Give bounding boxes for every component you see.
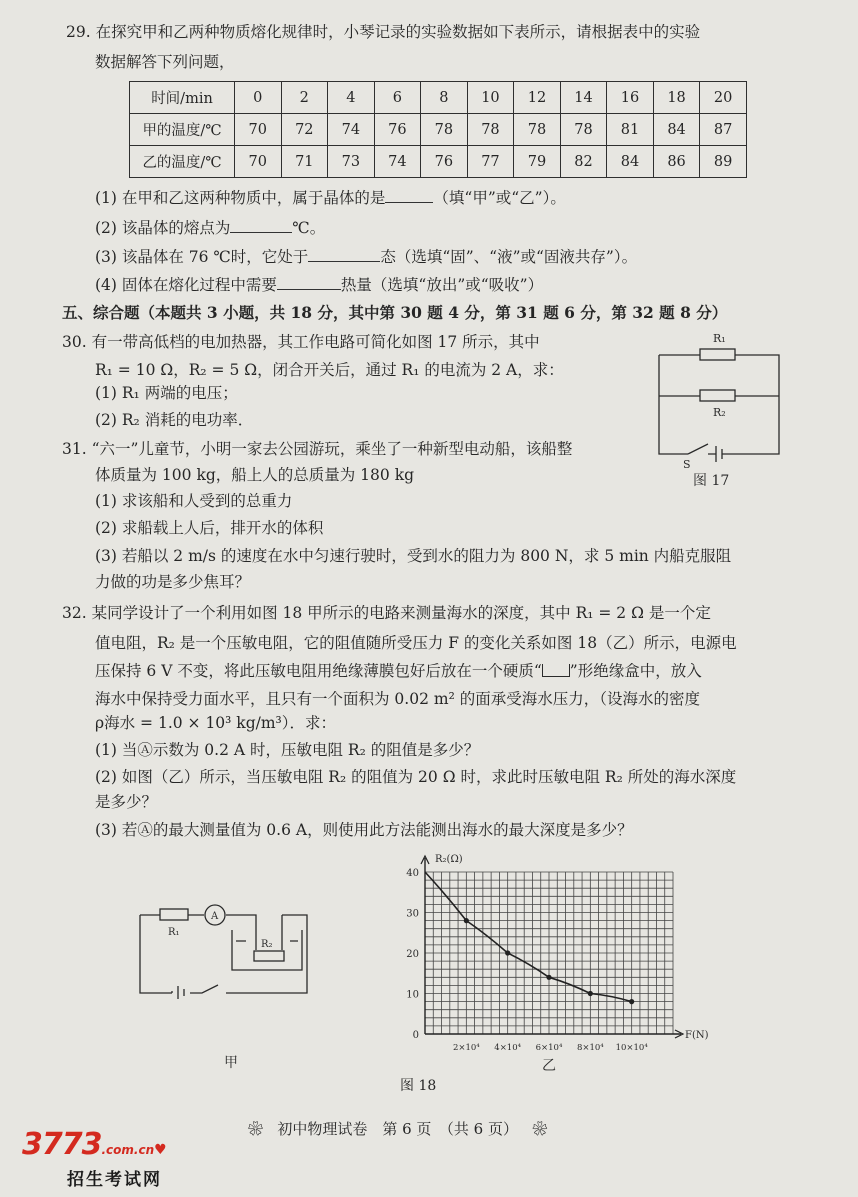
q32-sub3: (3) 若Ⓐ的最大测量值为 0.6 A，则使用此方法能测出海水的最大深度是多少？ [95,821,633,839]
q32-line5: ρ海水 = 1.0 × 10³ kg/m³）．求： [95,714,337,732]
logo-number: 3773 [22,1127,102,1162]
q29-sub4-hint: 热量（选填“放出”或“吸收”） [340,276,544,294]
table-header-cell: 10 [467,82,514,114]
y-tick-label: 40 [406,868,419,879]
q32-line3-rest: ”形绝缘盒中，放入 [569,662,702,680]
table-header-cell: 20 [700,82,747,114]
table-header-cell: 2 [281,82,328,114]
y-tick-label: 10 [406,989,419,1001]
x-tick-label: 2×10⁴ [452,1043,480,1053]
q29-sub2-text: (2) 该晶体的熔点为 [95,219,231,237]
table-cell: 77 [467,146,514,178]
y-tick-label: 0 [412,1030,419,1041]
site-logo [22,1127,167,1162]
fig18a-caption: 甲 [224,1055,238,1071]
table-header-cell: 14 [560,82,607,114]
q32-sub2a: (2) 如图（乙）所示，当压敏电阻 R₂ 的阻值为 20 Ω 时，求此时压敏电阻 R₂ 所处的海水深度 [95,768,737,786]
section-heading: 五、综合题（本题共 3 小题，共 18 分，其中第 30 题 4 分，第 31 题 6 分，第 32 题 8 分） [62,303,728,322]
q31-sub3b: 力做的功是多少焦耳？ [95,573,251,591]
q32-line2: 值电阻，R₂ 是一个压敏电阻，它的阻值随所受压力 F 的变化关系如图 18（乙）所示，电源电 [95,634,737,652]
q31-sub3a: (3) 若船以 2 m/s 的速度在水中匀速行驶时，受到水的阻力为 800 N，求 5 min 内船克服阻 [95,547,732,565]
q31-line2: 体质量为 100 kg，船上人的总质量为 180 kg [95,466,415,484]
x-tick-label: 10×10⁴ [615,1043,648,1053]
q32-sub2b: 是多少？ [95,793,158,811]
table-cell: 甲的温度/℃ [130,114,235,146]
data-point [629,999,634,1004]
table-cell: 74 [374,146,421,178]
x-axis-label: F(N) [685,1030,709,1041]
table-cell: 81 [607,114,654,146]
data-point [505,950,510,955]
q29-line1: 29. 在探究甲和乙两种物质熔化规律时，小琴记录的实验数据如下表所示，请根据表中的实验 [66,23,701,41]
table-cell: 84 [653,114,700,146]
data-point [588,991,593,996]
q29-sub4-text: (4) 固体在熔化过程中需要 [95,276,277,294]
table-header-cell: 18 [653,82,700,114]
flower-icon: ❀ [248,1120,264,1138]
fig17-r1-label: R₁ [713,332,726,345]
q30-line1: 30. 有一带高低档的电加热器，其工作电路可简化如图 17 所示，其中 [62,333,540,351]
q30-sub2: (2) R₂ 消耗的电功率． [95,411,254,429]
table-cell: 87 [700,114,747,146]
table-cell: 乙的温度/℃ [130,146,235,178]
q32-line3-text: 压保持 6 V 不变，将此压敏电阻用绝缘薄膜包好后放在一个硬质“ [95,662,542,680]
table-header-cell: 时间/min [130,82,235,114]
table-cell: 84 [607,146,654,178]
x-tick-label: 8×10⁴ [576,1043,604,1053]
fig18a-r2-label: R₂ [261,939,273,950]
x-tick-label: 6×10⁴ [535,1043,563,1053]
data-point [464,918,469,923]
fig18a-r1-label: R₁ [168,927,180,938]
table-cell: 78 [467,114,514,146]
q29-sub3-hint: 态（选填“固”、“液”或“固液共存”）。 [380,248,638,266]
table-cell: 74 [328,114,375,146]
table-cell: 72 [281,114,328,146]
q31-sub2: (2) 求船载上人后，排开水的体积 [95,519,324,537]
table-cell: 86 [653,146,700,178]
footer-text: 初中物理试卷 第 6 页 （共 6 页） [277,1120,518,1138]
data-point [546,975,551,980]
y-axis-label: R₂(Ω) [435,854,463,865]
q31-line1: 31. “六一”儿童节，小明一家去公园游玩，乘坐了一种新型电动船，该船整 [62,440,573,458]
table-header-cell: 4 [328,82,375,114]
y-tick-label: 20 [406,949,419,960]
fig17-s-label: S [683,458,691,471]
q29-line2: 数据解答下列问题， [95,53,235,71]
table-cell: 78 [421,114,468,146]
table-header-cell: 16 [607,82,654,114]
table-cell: 79 [514,146,561,178]
q29-sub1-hint: （填“甲”或“乙”）。 [433,189,566,207]
table-cell: 71 [281,146,328,178]
table-cell: 82 [560,146,607,178]
table-cell: 70 [235,114,282,146]
q32-sub1: (1) 当Ⓐ示数为 0.2 A 时，压敏电阻 R₂ 的阻值是多少？ [95,741,480,759]
q31-sub1: (1) 求该船和人受到的总重力 [95,492,293,510]
table-header-cell: 8 [421,82,468,114]
q29-sub3-text: (3) 该晶体在 76 ℃时，它处于 [95,248,309,266]
table-cell: 78 [514,114,561,146]
fig18b-caption: 乙 [542,1058,556,1074]
flower-icon: ❀ [532,1120,548,1138]
table-cell: 89 [700,146,747,178]
q30-line2: R₁ = 10 Ω，R₂ = 5 Ω，闭合开关后，通过 R₁ 的电流为 2 A，求： [95,361,564,379]
table-header-cell: 0 [235,82,282,114]
table-header-cell: 12 [514,82,561,114]
ammeter-label: A [211,911,219,922]
q32-line1: 32. 某同学设计了一个利用如图 18 甲所示的电路来测量海水的深度，其中 R₁ = 2 Ω 是一个定 [62,604,711,622]
table-cell: 73 [328,146,375,178]
table-cell: 70 [235,146,282,178]
q29-sub2-unit: ℃。 [292,219,326,237]
q29-sub1-text: (1) 在甲和乙这两种物质中，属于晶体的是 [95,189,386,207]
y-tick-label: 30 [406,908,419,920]
fig17-caption: 图 17 [693,473,730,489]
q32-line4: 海水中保持受力面水平，且只有一个面积为 0.02 m² 的面承受海水压力，（设海水的密度 [95,690,700,708]
fig17-r2-label: R₂ [713,406,726,419]
table-header-cell: 6 [374,82,421,114]
fig18-caption: 图 18 [400,1078,437,1094]
logo-domain: .com.cn [101,1143,155,1157]
q30-sub1: (1) R₁ 两端的电压； [95,384,238,402]
table-cell: 76 [374,114,421,146]
x-tick-label: 4×10⁴ [494,1043,522,1053]
logo-subtitle: 招生考试网 [67,1170,162,1190]
heart-icon: ♥ [154,1142,167,1158]
table-cell: 78 [560,114,607,146]
table-cell: 76 [421,146,468,178]
footer [248,1119,547,1139]
